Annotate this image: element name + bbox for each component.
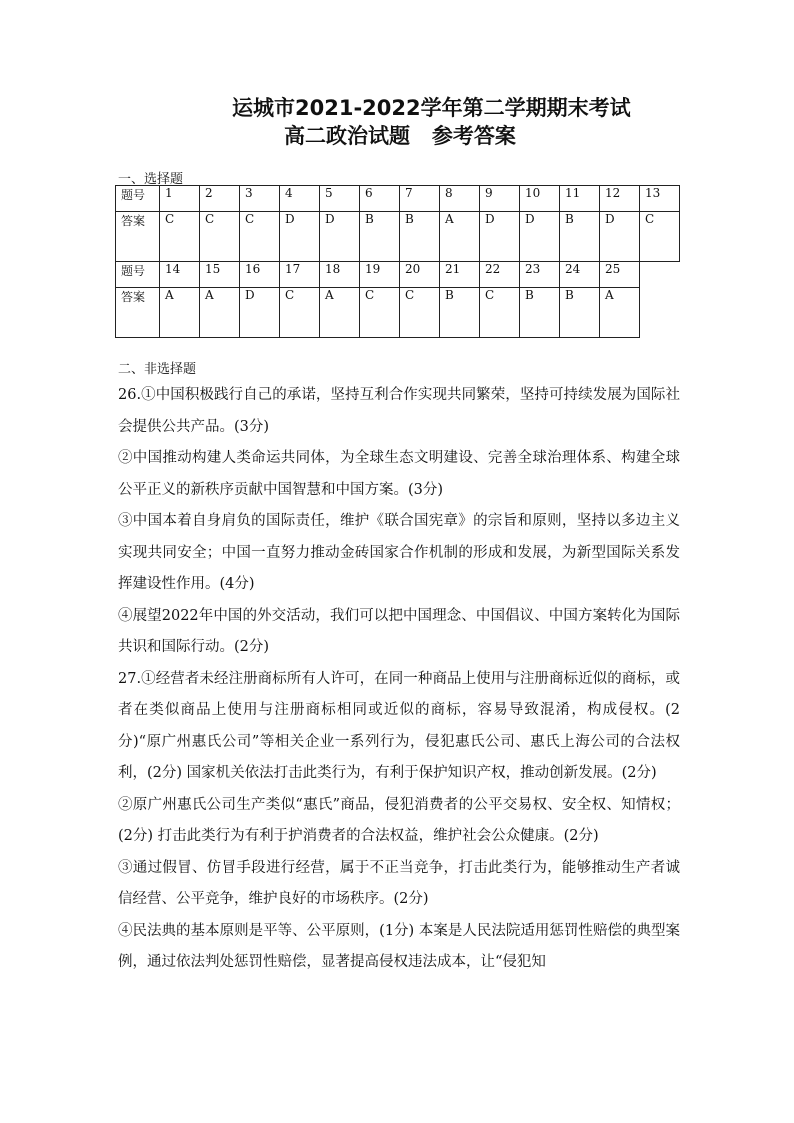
table-cell-answer: A <box>200 288 240 338</box>
table-cell-question: 15 <box>200 262 240 288</box>
table-cell-answer: B <box>560 288 600 338</box>
table-cell-answer: A <box>320 288 360 338</box>
table-cell-answer: B <box>400 212 440 262</box>
table-cell-question: 14 <box>160 262 200 288</box>
table-cell-answer: B <box>440 288 480 338</box>
table-cell-answer: C <box>640 212 680 262</box>
table-cell-question: 13 <box>640 186 680 212</box>
table-cell-answer: C <box>360 288 400 338</box>
table-label-question: 题号 <box>116 262 160 288</box>
table-cell-answer: D <box>600 212 640 262</box>
table-label-question: 题号 <box>116 186 160 212</box>
table-row-answers <box>116 212 680 262</box>
table-cell-question: 2 <box>200 186 240 212</box>
table-cell-question: 9 <box>480 186 520 212</box>
table-cell-answer: A <box>600 288 640 338</box>
table-cell-answer: B <box>560 212 600 262</box>
table-cell-question: 10 <box>520 186 560 212</box>
table-cell-question: 22 <box>480 262 520 288</box>
table-cell-answer: D <box>320 212 360 262</box>
table-cell-question: 18 <box>320 262 360 288</box>
answer-table-1 <box>115 185 680 262</box>
table-cell-question: 1 <box>160 186 200 212</box>
table-cell-answer: D <box>240 288 280 338</box>
answer-paragraph: ②中国推动构建人类命运共同体，为全球生态文明建设、完善全球治理体系、构建全球公平正义的新秩序贡献中国智慧和中国方案。(3分) <box>118 450 680 498</box>
answer-body <box>118 380 680 979</box>
table-cell-question: 12 <box>600 186 640 212</box>
table-cell-question: 21 <box>440 262 480 288</box>
table-cell-answer: B <box>360 212 400 262</box>
table-cell-question: 5 <box>320 186 360 212</box>
table-cell-answer: D <box>480 212 520 262</box>
answer-paragraph: ③通过假冒、仿冒手段进行经营，属于不正当竞争，打击此类行为，能够推动生产者诚信经营、公平竞争，维护良好的市场秩序。(2分) <box>118 859 680 907</box>
table-cell-answer: C <box>200 212 240 262</box>
section-title-nonchoice: 二、非选择题 <box>118 362 197 377</box>
table-cell-answer: C <box>280 288 320 338</box>
table-label-answer: 答案 <box>116 288 160 338</box>
table-row-questions <box>116 186 680 212</box>
table-cell-question: 6 <box>360 186 400 212</box>
table-cell-question: 25 <box>600 262 640 288</box>
table-cell-question: 7 <box>400 186 440 212</box>
table-cell-question: 4 <box>280 186 320 212</box>
table-cell-question: 16 <box>240 262 280 288</box>
table-cell-question: 23 <box>520 262 560 288</box>
table-cell-question: 8 <box>440 186 480 212</box>
table-cell-answer: B <box>520 288 560 338</box>
table-cell-question: 17 <box>280 262 320 288</box>
table-label-answer: 答案 <box>116 212 160 262</box>
table-cell-answer: C <box>480 288 520 338</box>
section-title-choice: 一、选择题 <box>118 172 184 187</box>
table-cell-question: 3 <box>240 186 280 212</box>
answer-paragraph: ④民法典的基本原则是平等、公平原则，(1分) 本案是人民法院适用惩罚性赔偿的典型案例，通过依法判处惩罚性赔偿，显著提高侵权违法成本，让“侵犯知 <box>118 922 680 970</box>
table-cell-answer: A <box>160 288 200 338</box>
table-cell-question: 24 <box>560 262 600 288</box>
table-cell-answer: A <box>440 212 480 262</box>
document-title: 运城市2021-2022学年第二学期期末考试 <box>232 96 631 120</box>
table-row-questions <box>116 262 640 288</box>
table-cell-answer: D <box>280 212 320 262</box>
table-cell-question: 20 <box>400 262 440 288</box>
table-cell-answer: D <box>520 212 560 262</box>
answer-paragraph: ②原广州惠氏公司生产类似“惠氏”商品，侵犯消费者的公平交易权、安全权、知情权；(2分) 打击此类行为有利于护消费者的合法权益，维护社会公众健康。(2分) <box>118 796 680 844</box>
table-cell-answer: C <box>400 288 440 338</box>
table-row-answers <box>116 288 640 338</box>
answer-table-2 <box>115 261 640 338</box>
answer-paragraph: ④展望2022年中国的外交活动，我们可以把中国理念、中国倡议、中国方案转化为国际共识和国际行动。(2分) <box>118 607 680 655</box>
answer-paragraph: 26.①中国积极践行自己的承诺，坚持互利合作实现共同繁荣，坚持可持续发展为国际社会提供公共产品。(3分) <box>118 387 680 435</box>
table-cell-answer: C <box>160 212 200 262</box>
answer-paragraph: 27.①经营者未经注册商标所有人许可，在同一种商品上使用与注册商标近似的商标，或者在类似商品上使用与注册商标相同或近似的商标，容易导致混淆，构成侵权。(2分)“原广州惠氏公司”等相关企业一系列行为，侵犯惠氏公司、惠氏上海公司的合法权利，(2分) 国家机关依法打击此类行为，有利于保护知识产权，推动创新发展。(2分) <box>118 670 680 781</box>
table-cell-answer: C <box>240 212 280 262</box>
table-cell-question: 19 <box>360 262 400 288</box>
answer-paragraph: ③中国本着自身肩负的国际责任，维护《联合国宪章》的宗旨和原则，坚持以多边主义实现共同安全；中国一直努力推动金砖国家合作机制的形成和发展，为新型国际关系发挥建设性作用。(4分) <box>118 513 680 592</box>
table-cell-question: 11 <box>560 186 600 212</box>
document-subtitle: 高二政治试题 参考答案 <box>284 124 516 148</box>
